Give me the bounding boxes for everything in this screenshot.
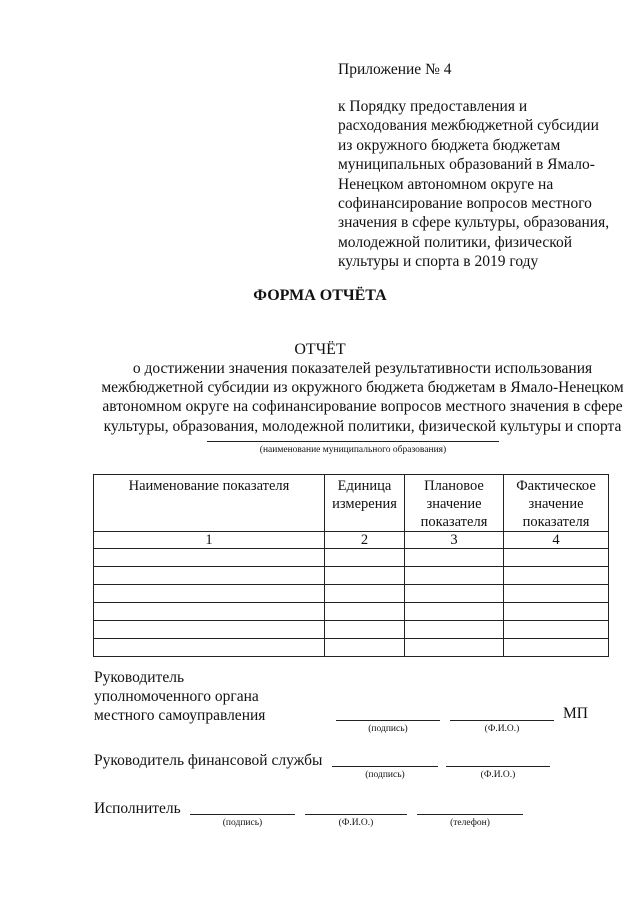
annex-text	[338, 97, 628, 272]
table-cell[interactable]	[325, 567, 405, 585]
annex-line: муниципальных образований в Ямало-	[338, 156, 595, 174]
table-cell[interactable]	[504, 549, 609, 567]
header-indicator-name	[94, 475, 325, 532]
table-cell[interactable]	[504, 621, 609, 639]
finance-signature-caption: (подпись)	[365, 770, 405, 780]
table-cell[interactable]	[504, 603, 609, 621]
table-cell[interactable]	[94, 621, 325, 639]
annex-line: молодежной политики, физической	[338, 233, 573, 251]
annex-line: Ненецком автономном округе на	[338, 175, 554, 193]
table-cell[interactable]	[504, 639, 609, 657]
header-line: измерения	[332, 496, 397, 512]
report-subtitle-line: культуры, образования, молодежной политики, физической культуры и спорта	[103, 417, 622, 435]
table-cell[interactable]	[504, 567, 609, 585]
table-cell[interactable]	[325, 549, 405, 567]
executor-name-caption: (Ф.И.О.)	[338, 818, 374, 828]
table-cell[interactable]	[405, 549, 504, 567]
head-name-caption: (Ф.И.О.)	[484, 724, 520, 734]
finance-name-caption: (Ф.И.О.)	[480, 770, 516, 780]
report-title: ОТЧЁТ	[294, 341, 346, 358]
executor-phone-caption: (телефон)	[450, 818, 490, 828]
header-line: показателя	[420, 514, 488, 530]
table-cell[interactable]	[94, 639, 325, 657]
column-number: 4	[504, 532, 609, 549]
header-line: значение	[426, 496, 482, 512]
table-cell[interactable]	[325, 639, 405, 657]
header-line: показателя	[522, 514, 590, 530]
table-cell[interactable]	[94, 585, 325, 603]
header-line: Плановое	[424, 478, 484, 494]
annex-line: расходования межбюджетной субсидии	[338, 117, 599, 135]
table-cell[interactable]	[325, 585, 405, 603]
table-cell[interactable]	[405, 639, 504, 657]
table-cell[interactable]	[405, 603, 504, 621]
executor-label: Исполнитель	[94, 800, 181, 817]
table-cell[interactable]	[504, 585, 609, 603]
executor-signature-line[interactable]	[190, 814, 295, 815]
column-number-row	[94, 532, 609, 549]
table-cell[interactable]	[405, 621, 504, 639]
executor-signature-caption: (подпись)	[222, 818, 263, 828]
table-row	[94, 549, 609, 567]
table-row	[94, 603, 609, 621]
table-row	[94, 621, 609, 639]
executor-phone-line[interactable]	[417, 814, 523, 815]
annex-line: культуры и спорта в 2019 году	[338, 253, 539, 271]
report-subtitle-line: межбюджетной субсидии из окружного бюджета бюджетам в Ямало-Ненецком	[101, 379, 624, 397]
table-cell[interactable]	[405, 585, 504, 603]
column-number: 2	[325, 532, 405, 549]
header-line: значение	[528, 496, 584, 512]
header-line: Единица	[337, 478, 392, 494]
header-planned-value	[405, 475, 504, 532]
municipality-caption: (наименование муниципального образования)	[259, 445, 447, 455]
report-subtitle	[90, 359, 635, 436]
report-table	[93, 474, 609, 657]
annex-line: софинансирование вопросов местного	[338, 195, 592, 213]
executor-name-line[interactable]	[305, 814, 407, 815]
table-cell[interactable]	[405, 567, 504, 585]
header-actual-value	[504, 475, 609, 532]
table-cell[interactable]	[94, 567, 325, 585]
header-line: Наименование показателя	[128, 478, 290, 494]
head-signature-caption: (подпись)	[368, 724, 408, 734]
column-number: 3	[405, 532, 504, 549]
annex-title: Приложение № 4	[338, 61, 452, 78]
label-line: местного самоуправления	[94, 707, 266, 724]
label-line: уполномоченного органа	[94, 688, 259, 705]
report-subtitle-line: автономном округе на софинансирование вопросов местного значения в сфере	[102, 398, 623, 416]
column-number: 1	[94, 532, 325, 549]
table-row	[94, 639, 609, 657]
annex-line: значения в сфере культуры, образования,	[338, 214, 610, 232]
head-name-line[interactable]	[450, 720, 554, 721]
table-row	[94, 567, 609, 585]
finance-signature-label: Руководитель финансовой службы	[94, 752, 323, 769]
header-line: Фактическое	[516, 478, 596, 494]
table-cell[interactable]	[94, 549, 325, 567]
annex-line: из окружного бюджета бюджетам	[338, 136, 561, 154]
label-line: Руководитель	[94, 669, 185, 686]
report-subtitle-line: о достижении значения показателей результативности использования	[132, 360, 593, 377]
annex-line: к Порядку предоставления и	[338, 98, 528, 115]
table-header-row	[94, 475, 609, 532]
head-signature-label	[94, 668, 265, 725]
table-row	[94, 585, 609, 603]
table-cell[interactable]	[325, 621, 405, 639]
finance-signature-line[interactable]	[332, 766, 438, 767]
table-cell[interactable]	[94, 603, 325, 621]
stamp-mark: МП	[563, 705, 588, 722]
head-signature-line[interactable]	[336, 720, 440, 721]
form-title: ФОРМА ОТЧЁТА	[253, 287, 387, 304]
header-unit	[325, 475, 405, 532]
municipality-line[interactable]	[207, 441, 499, 442]
finance-name-line[interactable]	[446, 766, 550, 767]
table-cell[interactable]	[325, 603, 405, 621]
